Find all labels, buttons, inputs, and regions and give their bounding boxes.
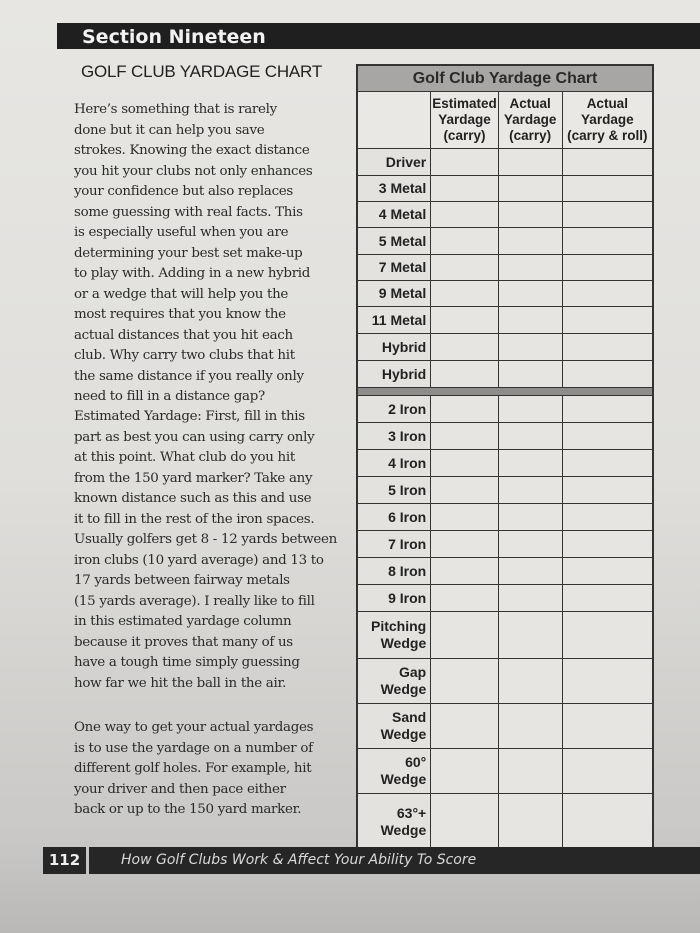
yardage-cell[interactable] [562, 255, 653, 281]
yardage-cell[interactable] [431, 334, 498, 361]
club-label: Gap Wedge [357, 659, 431, 704]
yardage-cell[interactable] [562, 531, 653, 558]
yardage-cell[interactable] [498, 176, 562, 202]
yardage-cell[interactable] [431, 794, 498, 852]
text-line: determining your best set make-up [74, 245, 303, 261]
club-label: 3 Iron [357, 423, 431, 450]
yardage-cell[interactable] [431, 558, 498, 585]
yardage-cell[interactable] [562, 558, 653, 585]
club-label: 7 Metal [357, 255, 431, 281]
club-row [357, 361, 653, 388]
yardage-cell[interactable] [562, 396, 653, 423]
yardage-cell[interactable] [431, 450, 498, 477]
yardage-cell[interactable] [562, 149, 653, 176]
text-line: have a tough time simply guessing [74, 655, 300, 670]
yardage-cell[interactable] [431, 361, 498, 388]
yardage-cell[interactable] [431, 396, 498, 423]
text-line: back or up to the 150 yard marker. [74, 802, 302, 817]
yardage-cell[interactable] [498, 477, 562, 504]
text-line: (15 yards average). I really like to fill [74, 593, 315, 609]
yardage-cell[interactable] [562, 361, 653, 388]
yardage-cell[interactable] [498, 255, 562, 281]
text-line: strokes. Knowing the exact distance [74, 143, 310, 158]
text-line: club. Why carry two clubs that hit [74, 348, 295, 363]
club-label: Hybrid [357, 361, 431, 388]
club-label: Hybrid [357, 334, 431, 361]
yardage-cell[interactable] [431, 749, 498, 794]
club-row [357, 307, 653, 334]
yardage-cell[interactable] [498, 396, 562, 423]
group-separator [357, 388, 653, 396]
text-line: how far we hit the ball in the air. [74, 675, 287, 691]
intro-paragraph [74, 100, 354, 408]
text-line: because it proves that many of us [74, 634, 293, 650]
club-row [357, 477, 653, 504]
yardage-cell[interactable] [498, 749, 562, 794]
text-line: known distance such as this and use [74, 491, 312, 506]
club-label: 5 Iron [357, 477, 431, 504]
club-row [357, 749, 653, 794]
text-line: some guessing with real facts. This [74, 204, 303, 220]
text-line: or a wedge that will help you the [74, 286, 289, 302]
yardage-cell[interactable] [431, 228, 498, 255]
club-label: 60° Wedge [357, 749, 431, 794]
column-header: Actual Yardage (carry & roll) [562, 92, 653, 149]
yardage-cell[interactable] [498, 281, 562, 307]
yardage-cell[interactable] [431, 281, 498, 307]
club-label: 4 Iron [357, 450, 431, 477]
club-row [357, 504, 653, 531]
yardage-cell[interactable] [498, 794, 562, 852]
yardage-cell[interactable] [431, 612, 498, 659]
club-row [357, 558, 653, 585]
club-row [357, 202, 653, 228]
yardage-cell[interactable] [498, 423, 562, 450]
yardage-cell[interactable] [498, 558, 562, 585]
yardage-cell[interactable] [431, 477, 498, 504]
yardage-cell[interactable] [498, 202, 562, 228]
actual-yardage-paragraph [74, 718, 354, 821]
yardage-cell[interactable] [562, 659, 653, 704]
club-row [357, 228, 653, 255]
club-label: Pitching Wedge [357, 612, 431, 659]
yardage-cell[interactable] [562, 423, 653, 450]
club-row [357, 396, 653, 423]
text-line: in this estimated yardage column [74, 614, 292, 629]
yardage-cell[interactable] [498, 307, 562, 334]
yardage-cell[interactable] [431, 531, 498, 558]
page-number: 112 [43, 847, 86, 874]
yardage-cell[interactable] [562, 307, 653, 334]
text-line: Estimated Yardage: First, fill in this [74, 409, 305, 424]
yardage-cell[interactable] [498, 334, 562, 361]
yardage-cell[interactable] [562, 794, 653, 852]
text-line: you hit your clubs not only enhances [74, 163, 313, 179]
yardage-cell[interactable] [562, 450, 653, 477]
club-row [357, 612, 653, 659]
yardage-cell[interactable] [562, 504, 653, 531]
text-line: to play with. Adding in a new hybrid [74, 266, 311, 281]
text-line: part as best you can using carry only [74, 429, 315, 445]
estimated-yardage-paragraph [74, 407, 354, 694]
club-label: 2 Iron [357, 396, 431, 423]
yardage-chart-table [356, 64, 654, 852]
club-label: 6 Iron [357, 504, 431, 531]
text-line: the same distance if you really only [74, 368, 304, 384]
club-row [357, 450, 653, 477]
yardage-cell[interactable] [498, 585, 562, 612]
club-row [357, 659, 653, 704]
text-line: your confidence but also replaces [74, 184, 293, 199]
club-label: 9 Iron [357, 585, 431, 612]
yardage-cell[interactable] [431, 176, 498, 202]
club-row [357, 149, 653, 176]
club-row [357, 585, 653, 612]
club-label: 8 Iron [357, 558, 431, 585]
yardage-cell[interactable] [562, 202, 653, 228]
club-label: 3 Metal [357, 176, 431, 202]
yardage-cell[interactable] [498, 612, 562, 659]
yardage-cell[interactable] [562, 585, 653, 612]
text-line: most requires that you know the [74, 307, 286, 322]
yardage-cell[interactable] [562, 176, 653, 202]
column-header-row [357, 92, 653, 149]
yardage-cell[interactable] [431, 307, 498, 334]
club-row [357, 255, 653, 281]
section-title: Section Nineteen [82, 26, 266, 48]
page-heading: GOLF CLUB YARDAGE CHART [81, 62, 323, 81]
club-row [357, 423, 653, 450]
yardage-cell[interactable] [562, 477, 653, 504]
yardage-cell[interactable] [431, 704, 498, 749]
yardage-cell[interactable] [431, 149, 498, 176]
yardage-cell[interactable] [431, 255, 498, 281]
yardage-cell[interactable] [562, 749, 653, 794]
yardage-cell[interactable] [498, 531, 562, 558]
yardage-cell[interactable] [562, 704, 653, 749]
text-line: iron clubs (10 yard average) and 13 to [74, 552, 324, 568]
blank-corner-cell [357, 92, 431, 149]
text-line: your driver and then pace either [74, 781, 286, 797]
club-label: 11 Metal [357, 307, 431, 334]
yardage-cell[interactable] [562, 612, 653, 659]
book-title-footer: How Golf Clubs Work & Affect Your Ability To Score [121, 852, 477, 868]
text-line: need to fill in a distance gap? [74, 389, 265, 404]
club-row [357, 334, 653, 361]
yardage-cell[interactable] [498, 659, 562, 704]
club-label: Sand Wedge [357, 704, 431, 749]
yardage-cell[interactable] [431, 423, 498, 450]
club-label: 7 Iron [357, 531, 431, 558]
yardage-cell[interactable] [431, 504, 498, 531]
yardage-cell[interactable] [498, 450, 562, 477]
chart-title: Golf Club Yardage Chart [357, 65, 653, 92]
club-row [357, 794, 653, 852]
text-line: 17 yards between fairway metals [74, 573, 290, 588]
column-header: Actual Yardage (carry) [498, 92, 562, 149]
yardage-cell[interactable] [498, 228, 562, 255]
text-line: it to fill in the rest of the iron spaces. [74, 511, 315, 527]
club-label: 63°+ Wedge [357, 794, 431, 852]
yardage-cell[interactable] [431, 202, 498, 228]
text-line: actual distances that you hit each [74, 327, 293, 343]
text-line: at this point. What club do you hit [74, 450, 295, 465]
yardage-cell[interactable] [498, 704, 562, 749]
text-line: from the 150 yard marker? Take any [74, 470, 313, 486]
club-row [357, 704, 653, 749]
yardage-cell[interactable] [431, 659, 498, 704]
text-line: is to use the yardage on a number of [74, 740, 313, 756]
club-label: 4 Metal [357, 202, 431, 228]
yardage-cell[interactable] [562, 228, 653, 255]
column-header: Estimated Yardage (carry) [431, 92, 498, 149]
text-line: Usually golfers get 8 - 12 yards between [74, 532, 337, 547]
club-label: 9 Metal [357, 281, 431, 307]
yardage-cell[interactable] [498, 504, 562, 531]
yardage-cell[interactable] [562, 334, 653, 361]
yardage-cell[interactable] [498, 361, 562, 388]
yardage-cell[interactable] [562, 281, 653, 307]
club-label: 5 Metal [357, 228, 431, 255]
yardage-cell[interactable] [498, 149, 562, 176]
text-line: One way to get your actual yardages [74, 720, 314, 735]
text-line: different golf holes. For example, hit [74, 761, 312, 776]
text-line: is especially useful when you are [74, 225, 289, 240]
club-label: Driver [357, 149, 431, 176]
club-row [357, 531, 653, 558]
yardage-cell[interactable] [431, 585, 498, 612]
text-line: done but it can help you save [74, 122, 265, 138]
club-row [357, 281, 653, 307]
club-row [357, 176, 653, 202]
text-line: Here’s something that is rarely [74, 102, 277, 117]
